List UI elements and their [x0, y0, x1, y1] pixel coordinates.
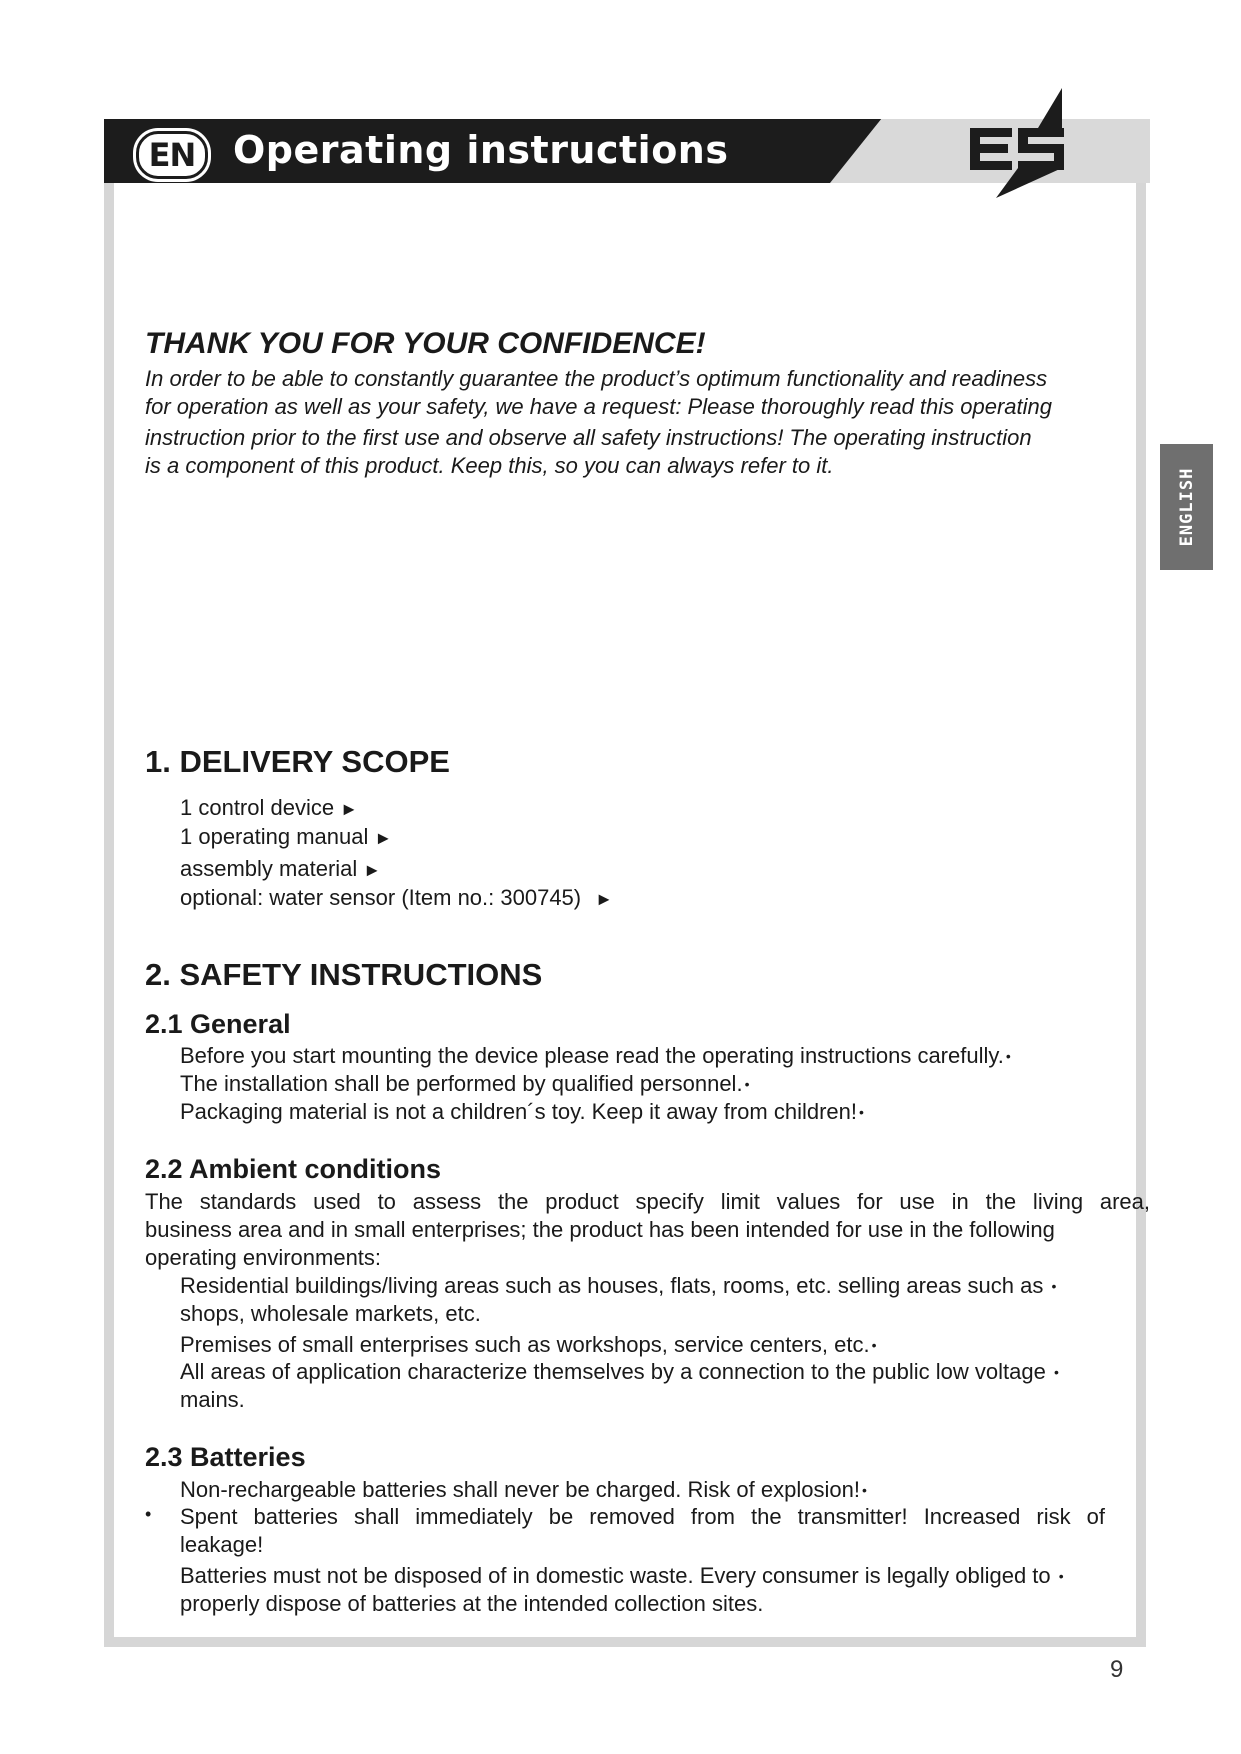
- arrow-right-icon: ►: [595, 889, 613, 909]
- delivery-scope-list: [180, 794, 613, 913]
- bullet-icon: •: [1053, 1364, 1059, 1380]
- arrow-right-icon: ►: [340, 799, 358, 819]
- bullet-icon: •: [861, 1482, 867, 1498]
- es-logo-icon: [958, 88, 1078, 198]
- bullet-icon: •: [871, 1337, 877, 1353]
- paragraph-line: The standards used to assess the product specify limit values for use in the living area,: [145, 1189, 1150, 1214]
- page-number: 9: [1110, 1656, 1124, 1683]
- list-item: 1 operating manual ►: [180, 824, 393, 849]
- batteries-item: Spent batteries shall immediately be removed from the transmitter! Increased risk of leakage!: [180, 1504, 1105, 1557]
- ambient-item: Residential buildings/living areas such as houses, flats, rooms, etc. selling areas such as • shops, wholesale markets, etc.: [180, 1273, 1057, 1326]
- bullet-icon: •: [1005, 1048, 1011, 1064]
- general-list: [180, 1042, 1011, 1126]
- batteries-item: Non-rechargeable batteries shall never be charged. Risk of explosion! •: [180, 1477, 867, 1502]
- intro-paragraph: [145, 365, 1135, 480]
- language-badge: EN: [136, 131, 208, 179]
- intro-line: In order to be able to constantly guarantee the product’s optimum functionality and readiness: [145, 366, 1048, 391]
- intro-line: for operation as well as your safety, we have a request: Please thoroughly read this operating: [145, 394, 1053, 419]
- list-item: 1 control device ►: [180, 795, 358, 820]
- list-item: Before you start mounting the device please read the operating instructions carefully. •: [180, 1043, 1011, 1068]
- bullet-icon: •: [859, 1104, 864, 1120]
- list-item: The installation shall be performed by qualified personnel. •: [180, 1071, 750, 1096]
- ambient-heading: 2.2 Ambient conditions: [145, 1154, 442, 1184]
- intro-line: instruction prior to the first use and observe all safety instructions! The operating instruction: [145, 425, 1032, 450]
- ambient-item: All areas of application characterize themselves by a connection to the public low voltage • mains.: [180, 1359, 1059, 1412]
- ambient-item: Premises of small enterprises such as workshops, service centers, etc. •: [180, 1332, 877, 1357]
- intro-line: is a component of this product. Keep this, so you can always refer to it.: [145, 453, 834, 478]
- list-item: optional: water sensor (Item no.: 300745) ►: [180, 885, 613, 910]
- batteries-heading: 2.3 Batteries: [145, 1442, 306, 1472]
- list-item: Packaging material is not a children´s toy. Keep it away from children! •: [180, 1099, 864, 1124]
- bullet-icon: •: [1058, 1568, 1064, 1584]
- intro-title: THANK YOU FOR YOUR CONFIDENCE!: [145, 327, 706, 360]
- page-title: Operating instructions: [233, 128, 729, 172]
- paragraph-line: operating environments:: [145, 1245, 382, 1270]
- language-side-tab: [1160, 444, 1213, 570]
- safety-heading: 2. SAFETY INSTRUCTIONS: [145, 957, 543, 992]
- bullet-icon: •: [744, 1076, 750, 1092]
- delivery-scope-heading: 1. DELIVERY SCOPE: [145, 744, 450, 779]
- language-side-tab-label: ENGLISH: [1176, 467, 1197, 547]
- general-heading: 2.1 General: [145, 1009, 291, 1039]
- list-item: assembly material ►: [180, 856, 382, 881]
- arrow-right-icon: ►: [374, 828, 393, 848]
- batteries-item: Batteries must not be disposed of in domestic waste. Every consumer is legally obliged to • properly dispose of batteries at the intended collection sites.: [180, 1563, 1064, 1616]
- bullet-icon: •: [1051, 1278, 1057, 1294]
- paragraph-line: business area and in small enterprises; the product has been intended for use in the following: [145, 1217, 1055, 1242]
- ambient-paragraph: [145, 1188, 1150, 1272]
- bullet-icon: •: [145, 1504, 152, 1524]
- arrow-right-icon: ►: [363, 860, 382, 880]
